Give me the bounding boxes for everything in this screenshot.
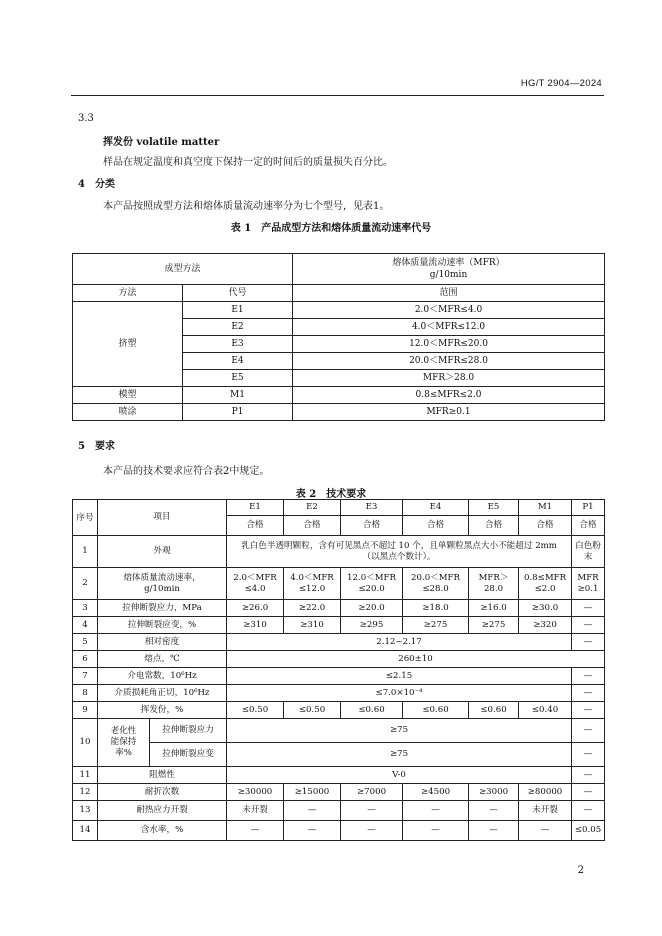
t2-val: — bbox=[284, 801, 341, 821]
t2-row-no: 8 bbox=[73, 685, 98, 702]
t1-header-left: 成型方法 bbox=[73, 254, 293, 285]
t2-mfr-cell: MFR＞ 28.0 bbox=[469, 568, 519, 600]
t2-val: — bbox=[519, 821, 572, 841]
t2-val: ≤0.60 bbox=[341, 702, 403, 719]
t1-code: E4 bbox=[183, 353, 293, 370]
table1 bbox=[72, 253, 605, 421]
t2-row-no: 5 bbox=[73, 634, 98, 651]
t1-range: 12.0＜MFR≤20.0 bbox=[293, 336, 605, 353]
t2-grade: 合格 bbox=[469, 516, 519, 536]
t2-code: M1 bbox=[519, 500, 572, 516]
t2-grade: 合格 bbox=[572, 516, 605, 536]
t1-range: 4.0＜MFR≤12.0 bbox=[293, 319, 605, 336]
t2-aging-sub: 拉伸断裂应力 bbox=[150, 719, 227, 743]
t2-val: ≥7000 bbox=[341, 784, 403, 801]
t1-method-molding: 模塑 bbox=[73, 387, 183, 404]
t2-grade: 合格 bbox=[284, 516, 341, 536]
section-3-3-number: 3.3 bbox=[78, 113, 94, 124]
t2-val: — bbox=[403, 821, 469, 841]
t2-val: — bbox=[469, 801, 519, 821]
t2-val: ≥30.0 bbox=[519, 600, 572, 617]
t2-val: ≥22.0 bbox=[284, 600, 341, 617]
header-rule bbox=[71, 95, 604, 96]
t2-val: ≥275 bbox=[403, 617, 469, 634]
t2-item: 挥发份，% bbox=[98, 702, 227, 719]
t1-method-extrusion: 挤塑 bbox=[73, 302, 183, 387]
table1-caption: 表 1 产品成型方法和熔体质量流动速率代号 bbox=[230, 223, 432, 234]
t1-code: P1 bbox=[183, 404, 293, 421]
t2-grade: 合格 bbox=[403, 516, 469, 536]
t2-item: 熔点，℃ bbox=[98, 651, 227, 668]
t1-col-range: 范围 bbox=[293, 285, 605, 302]
t2-val: ≥320 bbox=[519, 617, 572, 634]
t2-code: E1 bbox=[227, 500, 284, 516]
t2-val: ≥275 bbox=[469, 617, 519, 634]
section-5-heading: 5 要求 bbox=[78, 441, 115, 452]
t2-row-no: 13 bbox=[73, 801, 98, 821]
t2-val: — bbox=[572, 617, 605, 634]
standard-code: HG/T 2904—2024 bbox=[520, 78, 602, 89]
t2-val: ≤0.40 bbox=[519, 702, 572, 719]
t2-code: E2 bbox=[284, 500, 341, 516]
section-3-3-definition: 样品在规定温度和真空度下保持一定的时间后的质量损失百分比。 bbox=[103, 157, 393, 168]
t2-val: ≥16.0 bbox=[469, 600, 519, 617]
table2 bbox=[72, 499, 605, 841]
t2-row-no: 14 bbox=[73, 821, 98, 841]
section-3-3-term: 挥发份 volatile matter bbox=[103, 137, 220, 148]
t2-val: ≥30000 bbox=[227, 784, 284, 801]
t2-val: — bbox=[403, 801, 469, 821]
t2-item: 介质损耗角正切，10⁶Hz bbox=[98, 685, 227, 702]
t2-mfr-cell: 2.0＜MFR ≤4.0 bbox=[227, 568, 284, 600]
t2-val: — bbox=[572, 634, 605, 651]
t2-val: ≤0.05 bbox=[572, 821, 605, 841]
t2-val: ≥15000 bbox=[284, 784, 341, 801]
t2-val: — bbox=[469, 821, 519, 841]
t2-p1-appearance: 白色粉末 bbox=[572, 536, 605, 568]
t1-method-spraying: 喷涂 bbox=[73, 404, 183, 421]
t2-row-no: 1 bbox=[73, 536, 98, 568]
t2-val: — bbox=[572, 685, 605, 702]
t2-val: — bbox=[572, 801, 605, 821]
t2-mfr-cell: 4.0＜MFR ≤12.0 bbox=[284, 568, 341, 600]
t2-merged-val: ≤2.15 bbox=[227, 668, 572, 685]
t2-val: — bbox=[572, 767, 605, 784]
t2-mfr-cell: MFR ≥0.1 bbox=[572, 568, 605, 600]
t2-val: ≥20.0 bbox=[341, 600, 403, 617]
t2-grade: 合格 bbox=[227, 516, 284, 536]
t2-item: 拉伸断裂应力，MPa bbox=[98, 600, 227, 617]
t2-row-no: 12 bbox=[73, 784, 98, 801]
t1-code: E1 bbox=[183, 302, 293, 319]
t1-range: 2.0＜MFR≤4.0 bbox=[293, 302, 605, 319]
t2-val: ≥310 bbox=[227, 617, 284, 634]
t2-row-no: 3 bbox=[73, 600, 98, 617]
t2-item: 含水率，% bbox=[98, 821, 227, 841]
t2-code: E3 bbox=[341, 500, 403, 516]
t2-item: 耐热应力开裂 bbox=[98, 801, 227, 821]
t2-code: E4 bbox=[403, 500, 469, 516]
t2-merged-val: ≥75 bbox=[227, 743, 572, 767]
t2-val: — bbox=[572, 600, 605, 617]
t2-val: — bbox=[341, 801, 403, 821]
t2-row-no: 9 bbox=[73, 702, 98, 719]
t2-val: — bbox=[572, 702, 605, 719]
t2-grade: 合格 bbox=[519, 516, 572, 536]
t1-header-right: 熔体质量流动速率（MFR） g/10min bbox=[293, 254, 605, 285]
t2-row-no: 4 bbox=[73, 617, 98, 634]
t2-item: 相对密度 bbox=[98, 634, 227, 651]
t2-val: — bbox=[572, 784, 605, 801]
section-4-text: 本产品按照成型方法和熔体质量流动速率分为七个型号，见表1。 bbox=[103, 201, 390, 212]
t1-code: E2 bbox=[183, 319, 293, 336]
t2-header-item: 项目 bbox=[98, 500, 227, 536]
t2-aging-group: 老化性 能保持 率% bbox=[98, 719, 150, 767]
t2-item: 外观 bbox=[98, 536, 227, 568]
t2-row-no: 11 bbox=[73, 767, 98, 784]
t2-mfr-cell: 12.0＜MFR ≤20.0 bbox=[341, 568, 403, 600]
t2-val: ≥26.0 bbox=[227, 600, 284, 617]
t2-val: ≥18.0 bbox=[403, 600, 469, 617]
t2-header-seq: 序号 bbox=[73, 500, 98, 536]
t2-merged-val: 2.12~2.17 bbox=[227, 634, 572, 651]
t2-item: 阻燃性 bbox=[98, 767, 227, 784]
section-4-heading: 4 分类 bbox=[78, 179, 115, 190]
t2-merged-val: ≤7.0×10⁻⁴ bbox=[227, 685, 572, 702]
t2-val: ≤0.50 bbox=[284, 702, 341, 719]
t2-val: — bbox=[227, 821, 284, 841]
t2-val: 未开裂 bbox=[519, 801, 572, 821]
t2-aging-sub: 拉伸断裂应变 bbox=[150, 743, 227, 767]
t1-range: MFR≥0.1 bbox=[293, 404, 605, 421]
table2-caption: 表 2 技术要求 bbox=[295, 489, 367, 500]
t1-range: 0.8≤MFR≤2.0 bbox=[293, 387, 605, 404]
t1-code: M1 bbox=[183, 387, 293, 404]
t2-merged-val: 260±10 bbox=[227, 651, 605, 668]
page-number: 2 bbox=[577, 865, 584, 876]
t2-item: 熔体质量流动速率， g/10min bbox=[98, 568, 227, 600]
t2-mfr-cell: 20.0＜MFR ≤28.0 bbox=[403, 568, 469, 600]
t2-code: E5 bbox=[469, 500, 519, 516]
t2-code: P1 bbox=[572, 500, 605, 516]
t2-grade: 合格 bbox=[341, 516, 403, 536]
t2-val: ≥295 bbox=[341, 617, 403, 634]
t2-val: ≥3000 bbox=[469, 784, 519, 801]
t2-row-no: 6 bbox=[73, 651, 98, 668]
t2-merged-val: ≥75 bbox=[227, 719, 572, 743]
t2-row-no: 7 bbox=[73, 668, 98, 685]
t2-val: ≥310 bbox=[284, 617, 341, 634]
t2-val: — bbox=[284, 821, 341, 841]
section-5-text: 本产品的技术要求应符合表2中规定。 bbox=[103, 466, 270, 477]
t2-val: ≤0.60 bbox=[403, 702, 469, 719]
t2-item: 耐折次数 bbox=[98, 784, 227, 801]
t2-val: — bbox=[572, 743, 605, 767]
t2-val: ≤0.60 bbox=[469, 702, 519, 719]
t2-val: 未开裂 bbox=[227, 801, 284, 821]
t2-val: — bbox=[572, 668, 605, 685]
t1-col-code: 代号 bbox=[183, 285, 293, 302]
t1-col-method: 方法 bbox=[73, 285, 183, 302]
t2-item: 介电常数，10⁶Hz bbox=[98, 668, 227, 685]
t2-row-no: 10 bbox=[73, 719, 98, 767]
t1-code: E3 bbox=[183, 336, 293, 353]
t2-val: — bbox=[341, 821, 403, 841]
t2-val: — bbox=[572, 719, 605, 743]
t2-val: ≥80000 bbox=[519, 784, 572, 801]
t1-code: E5 bbox=[183, 370, 293, 387]
t2-merged-val: V-0 bbox=[227, 767, 572, 784]
t2-row-no: 2 bbox=[73, 568, 98, 600]
t2-mfr-cell: 0.8≤MFR ≤2.0 bbox=[519, 568, 572, 600]
t1-range: 20.0＜MFR≤28.0 bbox=[293, 353, 605, 370]
t2-val: ≥4500 bbox=[403, 784, 469, 801]
t2-item: 拉伸断裂应变，% bbox=[98, 617, 227, 634]
t2-appearance-spec: 乳白色半透明颗粒，含有可见黑点不超过 10 个，且单颗粒黑点大小不能超过 2mm（以黑点个数计）。 bbox=[227, 536, 572, 568]
t1-range: MFR＞28.0 bbox=[293, 370, 605, 387]
t2-val: ≤0.50 bbox=[227, 702, 284, 719]
